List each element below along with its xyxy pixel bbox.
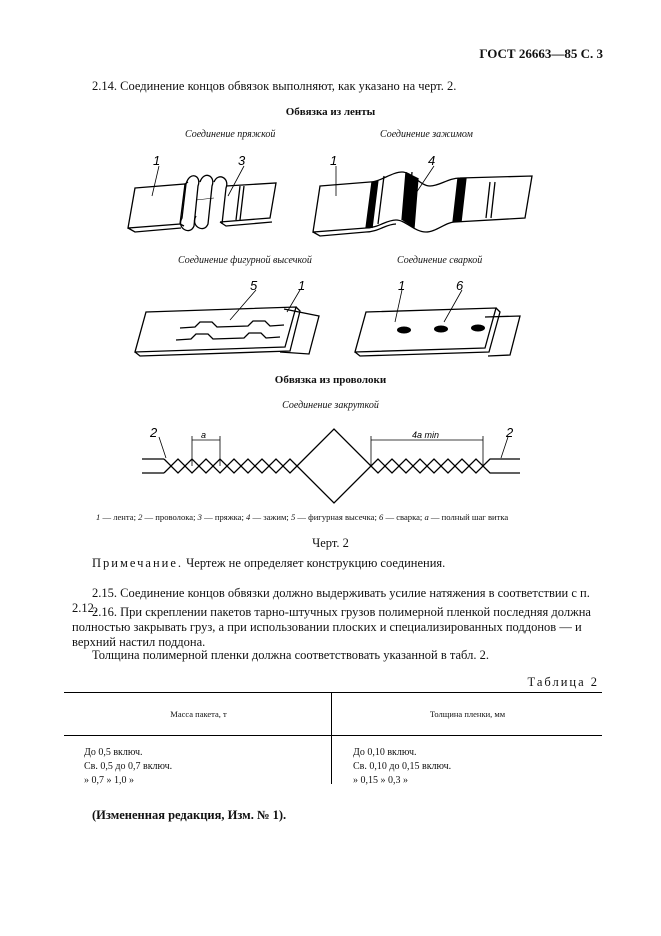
- label-a: a: [201, 430, 207, 440]
- figure-number: Черт. 2: [312, 536, 349, 550]
- label-1-weld: 1: [398, 278, 406, 293]
- note: [92, 556, 445, 571]
- table-cell: » 0,15 » 0,3 »: [353, 775, 408, 786]
- table-col-thickness: [333, 736, 602, 790]
- amendment-note: (Измененная редакция, Изм. № 1).: [92, 808, 287, 822]
- table-2: [64, 692, 602, 789]
- figure-title-wire: Обвязка из проволоки: [274, 374, 387, 386]
- table-cell: До 0,5 включ.: [84, 747, 143, 758]
- section-2-14: 2.14. Соединение концов обвязок выполняют, как указано на черт. 2.: [92, 79, 457, 93]
- table-divider: [331, 692, 332, 784]
- label-3: 3: [238, 153, 246, 168]
- caption-twist: Соединение закруткой: [282, 400, 379, 411]
- wire-twist-drawing: [142, 429, 520, 503]
- figure-legend: 1 — лента; 2 — проволока; 3 — пряжка; 4 — зажим; 5 — фигурная высечка; 6 — сварка; a — полный шаг витка: [96, 512, 509, 522]
- figure-title-tape: Обвязка из ленты: [285, 106, 376, 118]
- caption-buckle: Соединение пряжкой: [185, 129, 276, 140]
- caption-clamp: Соединение зажимом: [380, 129, 473, 140]
- table-cell: Св. 0,10 до 0,15 включ.: [353, 761, 452, 772]
- notch-joint-drawing: [135, 307, 319, 356]
- table-cell: Св. 0,5 до 0,7 включ.: [84, 761, 173, 772]
- label-2-left: 2: [150, 425, 158, 440]
- caption-weld: Соединение сваркой: [397, 255, 483, 266]
- buckle-joint-drawing: [128, 175, 276, 232]
- label-1-buckle: 1: [153, 153, 161, 168]
- table-label: Таблица 2: [527, 675, 599, 689]
- table-header-thickness: Толщина пленки, мм: [333, 693, 602, 736]
- page-header: ГОСТ 26663—85 С. 3: [479, 46, 603, 61]
- label-6: 6: [456, 278, 464, 293]
- label-4a-min: 4a min: [412, 430, 440, 440]
- caption-notch: Соединение фигурной высечкой: [178, 255, 312, 266]
- label-5: 5: [250, 278, 258, 293]
- section-2-16-thickness: Толщина полимерной пленки должна соответствовать указанной в табл. 2.: [92, 648, 489, 662]
- table-col-mass: [64, 736, 333, 790]
- note-text: Чертеж не определяет конструкцию соединения.: [183, 556, 446, 570]
- label-2-right: 2: [506, 425, 514, 440]
- note-label: Примечание.: [92, 556, 184, 570]
- section-2-16: 2.16. При скреплении пакетов тарно-штучных грузов полимерной пленкой последняя должна полностью закрывать груз, а при использовании плоских и специализированных поддонов — и верхний настил поддона.: [72, 605, 591, 649]
- table-header-mass: Масса пакета, т: [64, 693, 333, 736]
- table-cell: До 0,10 включ.: [353, 747, 417, 758]
- label-1-clamp: 1: [330, 153, 338, 168]
- section-2-15: 2.15. Соединение концов обвязки должно выдерживать усилие натяжения в соответствии с п. 2.12.: [72, 586, 590, 615]
- label-4: 4: [428, 153, 436, 168]
- clamp-joint-drawing: [313, 172, 532, 236]
- table-cell: » 0,7 » 1,0 »: [84, 775, 134, 786]
- label-1-notch: 1: [298, 278, 306, 293]
